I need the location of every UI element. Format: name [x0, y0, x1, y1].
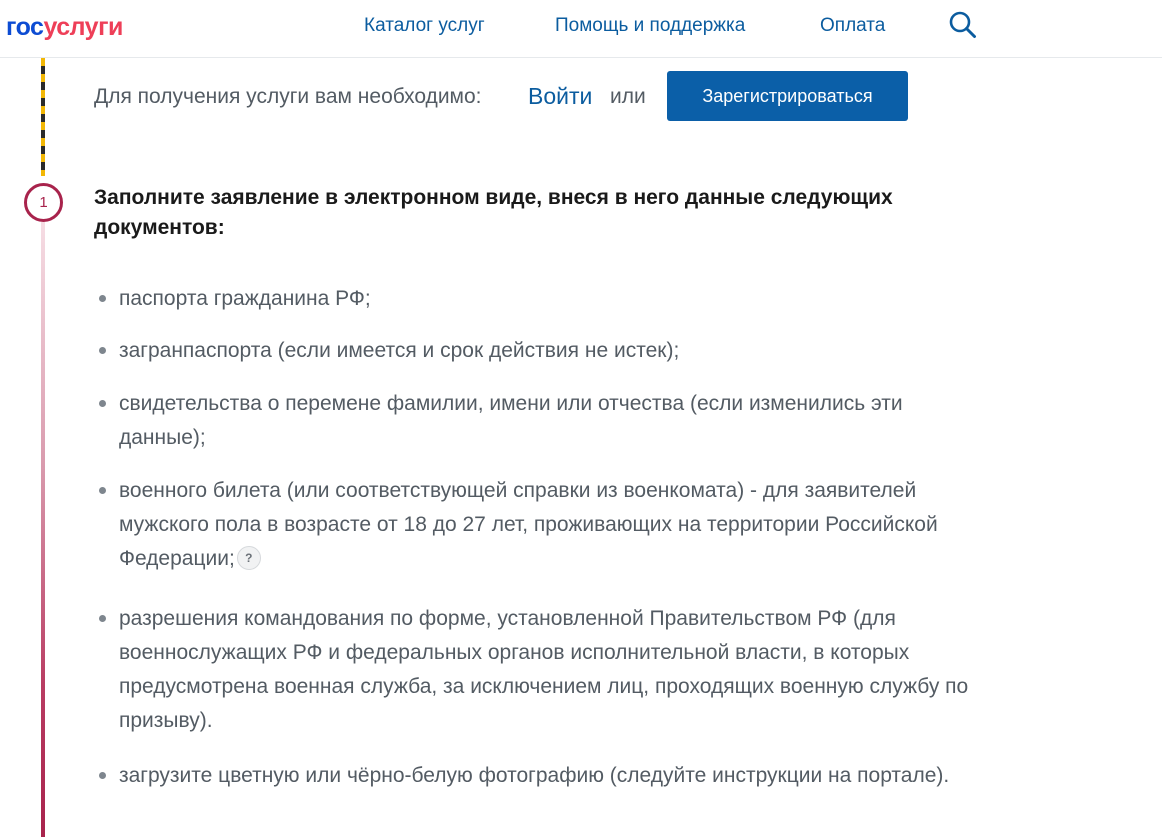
document-item-text: загрузите цветную или чёрно-белую фотографию (следуйте инструкции на портале). [119, 764, 950, 787]
login-link[interactable]: Войти [528, 83, 593, 109]
nav-payment-link[interactable]: Оплата [820, 15, 886, 36]
auth-or-label: или [610, 85, 646, 108]
auth-prompt: Для получения услуги вам необходимо: [94, 85, 482, 108]
site-header [0, 0, 1162, 58]
nav-catalog-link[interactable]: Каталог услуг [364, 15, 485, 36]
document-item-text: свидетельства о перемене фамилии, имени или отчества (если изменились эти данные); [119, 392, 903, 449]
bullet-icon [99, 347, 106, 354]
step-title: Заполните заявление в электронном виде, внеся в него данные следующих документов: [94, 186, 893, 239]
timeline-rail-striped [41, 58, 45, 176]
nav-help-link[interactable]: Помощь и поддержка [555, 15, 746, 36]
step-number-badge: 1 [24, 183, 63, 222]
bullet-icon [99, 487, 106, 494]
document-list-item [119, 282, 979, 316]
document-list-item [119, 602, 979, 738]
document-list-item [119, 387, 979, 455]
logo-part-uslugi: услуги [43, 13, 123, 41]
document-item-text: военного билета (или соответствующей справки из военкомата) - для заявителей мужского пола в возрасте от 18 до 27 лет, проживающих на территории Российской Федерации; [119, 479, 938, 570]
document-item-text: разрешения командования по форме, установленной Правительством РФ (для военнослужащих РФ и федеральных органов исполнительной власти, в которых предусмотрена военная служба, за исключением лиц, проходящих военную службу по призыву). [119, 607, 969, 732]
gosuslugi-logo[interactable] [6, 12, 123, 42]
logo-part-gos: гос [6, 13, 44, 41]
register-button[interactable]: Зарегистрироваться [667, 71, 908, 121]
search-icon[interactable] [948, 10, 978, 40]
help-question-icon[interactable]: ? [237, 546, 261, 570]
document-item-text: загранпаспорта (если имеется и срок действия не истек); [119, 339, 680, 362]
bullet-icon [99, 295, 106, 302]
document-list-item [119, 474, 979, 576]
bullet-icon [99, 400, 106, 407]
bullet-icon [99, 615, 106, 622]
document-list-item [119, 759, 979, 793]
document-item-text: паспорта гражданина РФ; [119, 287, 371, 310]
bullet-icon [99, 772, 106, 779]
timeline-rail [41, 222, 45, 837]
document-list-item [119, 334, 979, 368]
